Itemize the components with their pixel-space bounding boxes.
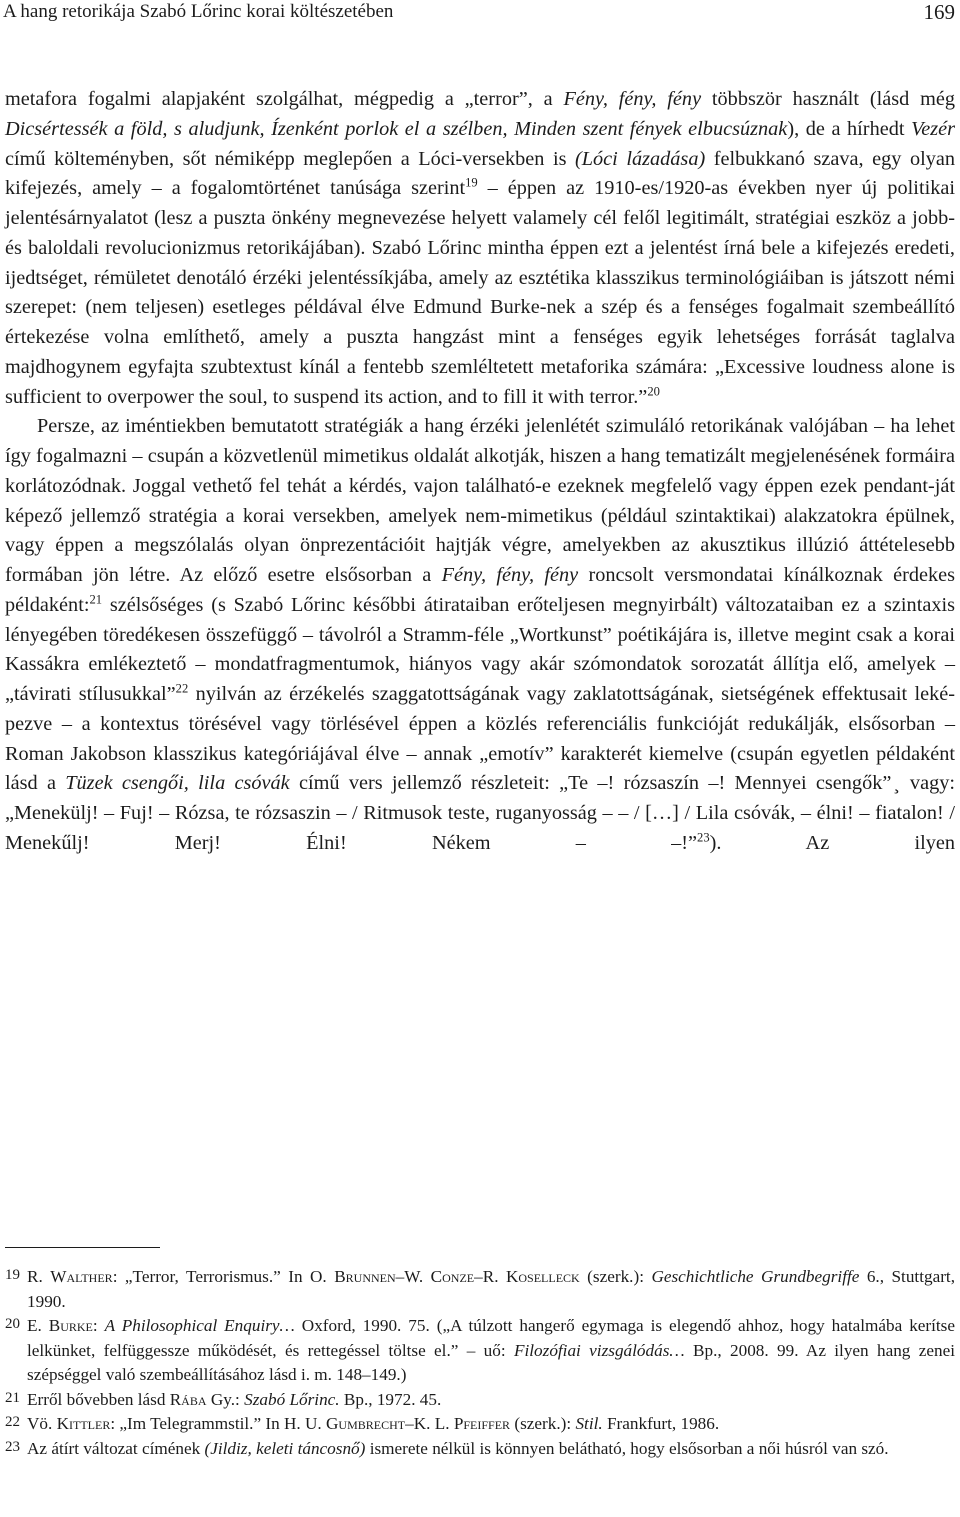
text-run: című vers jellemző részleteit: „Te –! rózsaszín –! Mennyei csengők” ̧ vagy: „Menekülj! – Fuj! – Rózsa, te rózsaszin – / Ritmusok teste, ruganyosság – – / […] / Lila csóvák, – élni! – fiatalon! / Menekűlj! Merj! Élni! Nékem – –!”	[5, 772, 955, 854]
text-run: Bp., 2008. 99. Az ilyen hang zenei szépséggel való szembeállításához lásd i. m. 148–149.)	[27, 1340, 956, 1384]
text-run: szélsőséges (s Szabó Lőrinc későbbi átirataiban erőteljesen megnyirbált) változataiban ez a szintaxis lényegében töredékesen összefüggő – távolról a Stramm-féle „Wortkunst” poétikájára is, illetve megint csak a korai Kassákra emlékeztető – mondatfragmentumok, hiányos vagy akár szómondatok sorozatát állítja elő, amelyek – „távirati stílusukkal”	[5, 593, 955, 705]
italic-title: Szabó Lőrinc.	[244, 1389, 340, 1409]
text-run: ). Az ilyen	[709, 831, 955, 854]
footnote-number: 21	[5, 1389, 20, 1406]
text-run: 6., Stuttgart, 1990.	[27, 1267, 955, 1311]
body-text	[5, 85, 955, 859]
footnote-number: 19	[5, 1267, 20, 1283]
italic-title: Geschichtliche Grundbegriffe	[651, 1267, 860, 1286]
footnote-ref: 19	[465, 175, 478, 190]
footnote-19	[5, 1265, 955, 1314]
page-number: 169	[923, 0, 955, 24]
author-name: Kittler	[56, 1414, 111, 1433]
text-run: – éppen az 1910-es/1920-as években nyer új politikai jelentésárnyalatot (lesz a puszta önkény megnevezése helyett valamely cél felől legitimált, stratégiai eszköz a jobb- és baloldali revolucionizmus retorikájában). Szabó Lőrinc mintha éppen ezt a jelentést írná bele a kifejezés eredeti, ijedtséget, rémületet denotáló érzéki jelentéssíkjába, amely az esztétika klasszikus terminológiáiban is játszott némi szerepet: (nem teljesen) esetleges példával élve Edmund Burke-nek a szép és a fenséges fogalmait szembeállító értekezése volna említhető, amely a puszta hangzást mint a fenséges egyik lehetséges forrását taglalva majdhogynem egyfajta szubtextust kínál a fentebb szemléltetett metaforika számára: „Excessive loudness alone is sufficient to overpower the soul, to suspend its action, and to fill it with terror.”	[5, 177, 955, 408]
text-run: Vö.	[27, 1414, 57, 1433]
footnote-ref: 20	[647, 383, 660, 398]
author-name: Pfeiffer	[453, 1414, 511, 1433]
footnote-21	[5, 1388, 955, 1413]
text-run: : „Terror, Terrorismus.” In O.	[112, 1267, 335, 1286]
text-run: :	[92, 1316, 105, 1335]
text-run: felbukkanó szava, egy olyan kifejezés, amely – a fogalomtörténet tanúsága szerint	[5, 147, 955, 200]
footnotes	[5, 1265, 955, 1461]
italic-title: Dicsértessék a föld, s aludjunk, Ízenként porlok el a szélben, Minden szent fények elbucsúznak	[5, 117, 788, 140]
text-run: Oxford, 1990. 75. („A túlzott hangerő egymaga is elegendő ahhoz, hogy hatalmába kerítse lelkünket, felfüggessze működését, és rettegéssel töltse el.” – uő:	[27, 1316, 956, 1360]
italic-title: (Jildiz, keleti táncosnő)	[204, 1438, 366, 1458]
footnote-number: 20	[5, 1316, 20, 1332]
author-name: Koselleck	[505, 1267, 580, 1286]
italic-title: Fény, fény, fény	[563, 88, 702, 110]
text-run: Az átírt változat címének	[27, 1438, 205, 1458]
footnote-22	[5, 1412, 955, 1437]
italic-title: (Lóci lázadása)	[575, 147, 706, 170]
running-title: A hang retorikája Szabó Lőrinc korai költészetében	[3, 1, 394, 22]
footnote-separator	[5, 1247, 160, 1248]
paragraph	[5, 85, 955, 412]
text-run: : „Im Telegrammstil.” In H. U.	[110, 1414, 327, 1433]
text-run: Frankfurt, 1986.	[602, 1414, 720, 1433]
text-run: (szerk.):	[510, 1414, 576, 1433]
italic-title: Tüzek csengői, lila csóvák	[65, 772, 290, 795]
text-run: Persze, az iméntiekben bemutatott stratégiák a hang érzéki jelenlétét szimuláló retorikának valójában – ha lehet így fogalmazni – csupán a közvetlenül mimetikus oldalát alkotják, hiszen a hang tematizált megjelenésének formáira korlátozódnak. Joggal vethető fel tehát a kérdés, vajon található-e ezeknek megfelelő vagy éppen ezek pendant-ját képező jellemző stratégia a korai versekben, amelyek nem-mimetikus (például szintaktikai) alakzatokra épülnek, vagy éppen a megszólalás olyan önprezentációit hajtják végre, amelyekben az akusztikus illúzió áttételesebb formában jön létre. Az előző esetre elsősorban a	[5, 415, 955, 586]
text-run: –R.	[474, 1267, 506, 1286]
footnote-ref: 21	[89, 592, 103, 607]
text-run: roncsolt versmondatai kínálkoznak érdekes példaként:	[5, 564, 956, 616]
text-run: –W.	[395, 1267, 431, 1286]
text-run: Bp., 1972. 45.	[339, 1389, 442, 1409]
text-run: Erről bővebben lásd	[27, 1389, 170, 1409]
author-name: Rába	[169, 1389, 207, 1409]
text-run: –K. L.	[405, 1414, 454, 1433]
footnote-ref: 22	[175, 681, 189, 696]
footnote-number: 22	[5, 1414, 20, 1430]
author-name: Brunnen	[334, 1267, 396, 1286]
footnote-23	[5, 1437, 955, 1462]
text-run: című költeményben, sőt némiképp meglepően a Lóci-versekben is	[5, 147, 575, 170]
text-run: ), de a hírhedt	[787, 117, 912, 140]
author-name: Burke	[48, 1316, 93, 1335]
text-run: (szerk.):	[579, 1267, 652, 1286]
footnote-20	[5, 1314, 955, 1388]
text-run: R.	[27, 1267, 51, 1286]
text-run: metafora fogalmi alapjaként szolgálhat, mégpedig a „terror”, a	[5, 88, 564, 110]
text-run: ismerete nélkül is könnyen belátható, hogy elsősorban a női húsról van szó.	[365, 1438, 889, 1458]
italic-title: Stil.	[575, 1414, 603, 1433]
text-run: többször használt (lásd még	[701, 88, 955, 110]
italic-title: Vezér	[911, 117, 956, 140]
author-name: Walther	[50, 1267, 113, 1286]
footnote-number: 23	[5, 1438, 20, 1455]
italic-title: A Philosophical Enquiry…	[104, 1316, 295, 1335]
italic-title: Fény, fény, fény	[441, 564, 579, 586]
footnote-ref: 23	[697, 830, 710, 845]
text-run: E.	[27, 1316, 49, 1335]
text-run: nyilván az érzékelés szaggatottságának vagy zaklatottságának, sietségének effektusait leképezve – a kontextus törésével vagy törlésével éppen a közlés referenciális funkcióját redukálják, elsősorban – Roman Jakobson klasszikus kategóriájával élve – annak „emotív” karakterét kiemelve (csupán egyetlen példaként lásd a	[5, 683, 955, 795]
running-header	[0, 0, 960, 26]
paragraph	[5, 412, 955, 858]
author-name: Gumbrecht	[326, 1414, 406, 1433]
italic-title: Filozófiai vizsgálódás…	[513, 1340, 685, 1360]
author-name: Conze	[430, 1267, 475, 1286]
text-run: Gy.:	[206, 1389, 245, 1409]
